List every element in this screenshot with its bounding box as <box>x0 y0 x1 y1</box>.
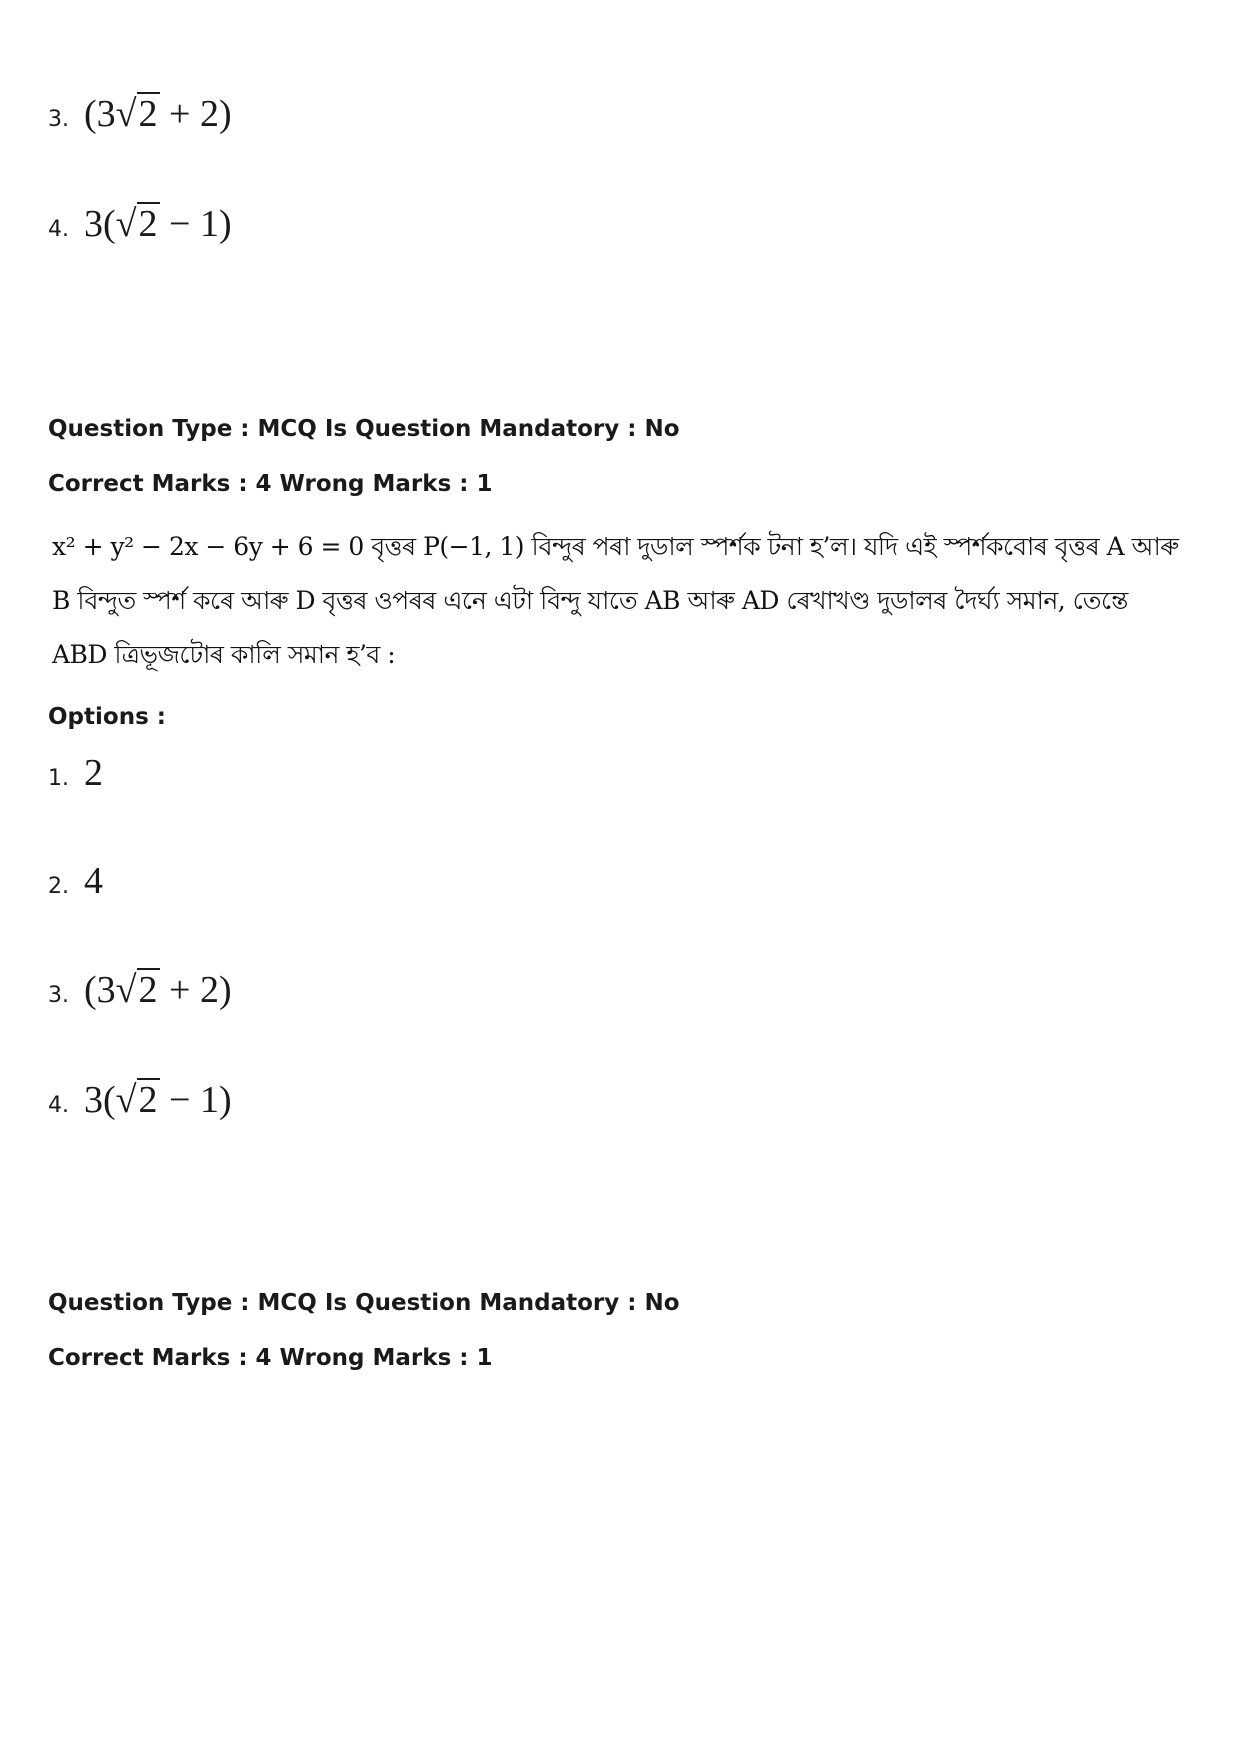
question-type-line: Question Type : MCQ Is Question Mandatory : No <box>48 416 680 442</box>
option-math <box>84 968 232 1009</box>
question-line-2: B বিন্দুত স্পৰ্শ কৰে আৰু D বৃত্তৰ ওপৰৰ এনে এটা বিন্দু যাতে AB আৰু AD ৰেখাখণ্ড দুডালৰ দৈৰ্ঘ্য সমান, তেন্তে <box>52 586 1128 615</box>
math-pre: 3( <box>84 203 116 245</box>
radicand: 2 <box>138 203 158 245</box>
math-pre: 3( <box>84 1079 116 1121</box>
marks-line-2: Correct Marks : 4 Wrong Marks : 1 <box>48 1345 493 1371</box>
option-number: 3. <box>48 107 69 132</box>
option-number: 3. <box>48 983 69 1008</box>
radicand: 2 <box>138 1079 158 1121</box>
math-pre: (3 <box>84 93 116 135</box>
sqrt-symbol: √2 <box>115 1079 158 1121</box>
question-type-line-2: Question Type : MCQ Is Question Mandatory : No <box>48 1290 680 1316</box>
math-post: − 1) <box>169 1079 232 1121</box>
option-value: 4 <box>84 860 103 902</box>
math-post: + 2) <box>169 969 232 1011</box>
option-math <box>84 1078 232 1119</box>
option-number: 4. <box>48 1093 69 1118</box>
option-4[interactable] <box>48 1078 232 1119</box>
option-2[interactable] <box>48 862 103 900</box>
option-number: 4. <box>48 217 69 242</box>
sqrt-symbol: √2 <box>115 203 158 245</box>
option-3[interactable] <box>48 968 232 1009</box>
sqrt-symbol: √2 <box>115 93 158 135</box>
option-math <box>84 92 232 133</box>
question-line-3: ABD ত্ৰিভূজটোৰ কালি সমান হ’ব : <box>52 640 396 669</box>
option-number: 1. <box>48 766 69 791</box>
option-number: 2. <box>48 874 69 899</box>
math-pre: (3 <box>84 969 116 1011</box>
option-math <box>84 202 232 243</box>
marks-line: Correct Marks : 4 Wrong Marks : 1 <box>48 471 493 497</box>
radicand: 2 <box>138 93 158 135</box>
math-post: + 2) <box>169 93 232 135</box>
math-post: − 1) <box>169 203 232 245</box>
question-text <box>52 520 1179 682</box>
option-1[interactable] <box>48 754 103 792</box>
option-value: 2 <box>84 752 103 794</box>
options-label: Options : <box>48 704 166 730</box>
radicand: 2 <box>138 969 158 1011</box>
prev-option-4 <box>48 202 232 243</box>
prev-option-3 <box>48 92 232 133</box>
sqrt-symbol: √2 <box>115 969 158 1011</box>
question-line-1: x² + y² − 2x − 6y + 6 = 0 বৃত্তৰ P(−1, 1) বিন্দুৰ পৰা দুডাল স্পৰ্শক টনা হ’ল। যদি এই স্পৰ্শকবোৰ বৃত্তৰ A আৰু <box>52 532 1179 561</box>
